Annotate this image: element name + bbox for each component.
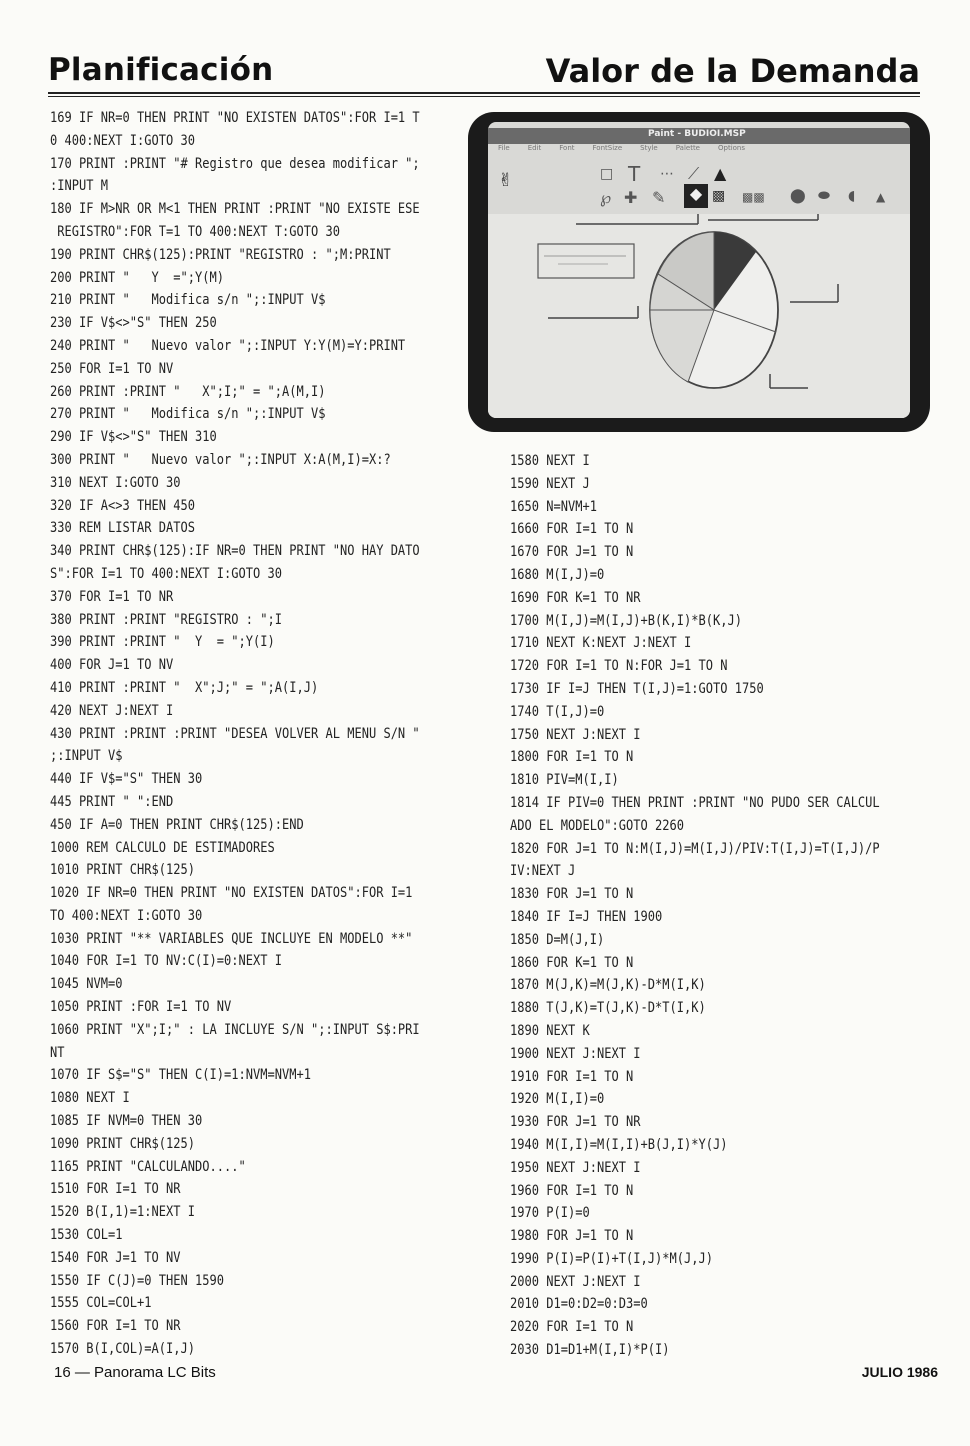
code-line: 1530 COL=1 (50, 1227, 123, 1244)
code-line: 2000 NEXT J:NEXT I (510, 1273, 641, 1290)
code-line: 1940 M(I,I)=M(I,I)+B(J,I)*Y(J) (510, 1136, 728, 1153)
code-line: NT (50, 1044, 65, 1061)
line-tool-icon: ⟋ (688, 164, 700, 183)
menu-item[interactable]: File (498, 144, 510, 152)
code-line: 1870 M(J,K)=M(J,K)-D*M(I,K) (510, 977, 706, 994)
code-line: 1555 COL=COL+1 (50, 1295, 152, 1312)
window-menubar (488, 144, 910, 156)
code-line: 340 PRINT CHR$(125):IF NR=0 THEN PRINT "NO HAY DATO (50, 543, 420, 560)
code-line: 1510 FOR I=1 TO NR (50, 1181, 181, 1198)
code-line: 440 IF V$="S" THEN 30 (50, 771, 203, 788)
code-listing-left (50, 107, 420, 1361)
code-line: 1540 FOR J=1 TO NV (50, 1249, 181, 1266)
window-title: Paint - BUDIOI.MSP (648, 129, 746, 139)
pie-chart (650, 232, 778, 388)
code-line: 1880 T(J,K)=T(J,K)-D*T(I,K) (510, 1000, 706, 1017)
code-line: 1520 B(I,1)=1:NEXT I (50, 1204, 195, 1221)
code-line: 445 PRINT " ":END (50, 793, 174, 810)
code-line: 260 PRINT :PRINT " X";I;" = ";A(M,I) (50, 383, 326, 400)
code-line: 1040 FOR I=1 TO NV:C(I)=0:NEXT I (50, 953, 282, 970)
code-line: 290 IF V$<>"S" THEN 310 (50, 429, 217, 446)
code-line: IV:NEXT J (510, 863, 576, 880)
menu-item[interactable]: Palette (675, 144, 700, 152)
code-line: 1690 FOR K=1 TO NR (510, 589, 641, 606)
circle-tool-icon: ⬤ (790, 188, 806, 204)
code-line: 1970 P(I)=0 (510, 1205, 590, 1222)
paint-canvas (488, 214, 910, 418)
code-line: 190 PRINT CHR$(125):PRINT "REGISTRO : ";M:PRINT (50, 246, 391, 263)
paint-window (488, 122, 910, 418)
code-line: 230 IF V$<>"S" THEN 250 (50, 315, 217, 332)
code-line: 1560 FOR I=1 TO NR (50, 1318, 181, 1335)
paint-can-icon: ▲ (714, 164, 727, 183)
code-line: 410 PRINT :PRINT " X";J;" = ";A(I,J) (50, 679, 319, 696)
code-line: 1090 PRINT CHR$(125) (50, 1135, 195, 1152)
code-line: 330 REM LISTAR DATOS (50, 520, 195, 537)
code-line: 1165 PRINT "CALCULANDO...." (50, 1158, 246, 1175)
code-line: 1000 REM CALCULO DE ESTIMADORES (50, 839, 275, 856)
code-line: 1900 NEXT J:NEXT I (510, 1045, 641, 1062)
menu-item[interactable]: FontSize (592, 144, 623, 152)
header-rule-thin (48, 96, 920, 97)
code-line: 1580 NEXT I (510, 453, 590, 469)
code-line: 1800 FOR I=1 TO N (510, 749, 634, 766)
issue-date: JULIO 1986 (861, 1364, 938, 1380)
code-line: 310 NEXT I:GOTO 30 (50, 474, 181, 491)
spray-icon: ▩ (712, 188, 726, 204)
header-rule (48, 92, 920, 94)
menu-item[interactable]: Style (640, 144, 658, 152)
code-line: 1010 PRINT CHR$(125) (50, 862, 195, 879)
code-line: 1990 P(I)=P(I)+T(I,J)*M(J,J) (510, 1250, 713, 1267)
code-line: 1960 FOR I=1 TO N (510, 1182, 634, 1199)
code-line: 1710 NEXT K:NEXT J:NEXT I (510, 635, 692, 652)
page-footer: 16 — Panorama LC Bits (54, 1364, 216, 1381)
menu-item[interactable]: Edit (527, 144, 542, 152)
code-line: 450 IF A=0 THEN PRINT CHR$(125):END (50, 816, 304, 833)
code-line: 1550 IF C(J)=0 THEN 1590 (50, 1272, 224, 1289)
code-line: 1670 FOR J=1 TO N (510, 544, 634, 561)
code-line: 1830 FOR J=1 TO N (510, 886, 634, 903)
menu-item[interactable]: Font (559, 144, 575, 152)
rect-tool-icon: ▩▩ (742, 190, 765, 204)
code-line: 210 PRINT " Modifica s/n ";:INPUT V$ (50, 292, 326, 309)
text-tool-icon: T (628, 162, 641, 186)
code-line: 380 PRINT :PRINT "REGISTRO : ";I (50, 611, 282, 628)
code-line: 1860 FOR K=1 TO N (510, 954, 634, 971)
code-line: ;:INPUT V$ (50, 748, 123, 765)
monitor-photo (468, 112, 930, 432)
code-line: 2020 FOR I=1 TO N (510, 1319, 634, 1336)
code-line: 320 IF A<>3 THEN 450 (50, 497, 195, 514)
code-line: 1570 B(I,COL)=A(I,J) (50, 1341, 195, 1358)
code-line: 1930 FOR J=1 TO NR (510, 1114, 641, 1131)
code-line: 1020 IF NR=0 THEN PRINT "NO EXISTEN DATOS":FOR I=1 (50, 885, 413, 902)
code-line: 1740 T(I,J)=0 (510, 703, 605, 720)
code-line: 1660 FOR I=1 TO N (510, 521, 634, 538)
code-line: 1980 FOR J=1 TO N (510, 1228, 634, 1245)
code-line: 1650 N=NVM+1 (510, 498, 597, 515)
code-line: 200 PRINT " Y =";Y(M) (50, 269, 224, 286)
code-listing-right (510, 450, 880, 1362)
code-line: S":FOR I=1 TO 400:NEXT I:GOTO 30 (50, 565, 282, 582)
code-line: 0 400:NEXT I:GOTO 30 (50, 132, 195, 149)
code-line: 1085 IF NVM=0 THEN 30 (50, 1113, 203, 1130)
code-line: 1030 PRINT "** VARIABLES QUE INCLUYE EN MODELO **" (50, 930, 413, 947)
code-line: 1810 PIV=M(I,I) (510, 772, 619, 789)
eraser-icon: ⋯ (660, 166, 674, 182)
code-line: 1750 NEXT J:NEXT I (510, 726, 641, 743)
code-line: 1045 NVM=0 (50, 976, 123, 993)
hand-cursor-icon: ✌ (498, 170, 514, 191)
code-line: 1814 IF PIV=0 THEN PRINT :PRINT "NO PUDO SER CALCUL (510, 794, 880, 811)
code-line: 420 NEXT J:NEXT I (50, 702, 174, 719)
fill-selected-icon: ◆ (684, 184, 708, 208)
code-line: 1050 PRINT :FOR I=1 TO NV (50, 999, 232, 1016)
code-line: 1720 FOR I=1 TO N:FOR J=1 TO N (510, 658, 728, 675)
toolbox (488, 160, 910, 212)
move-icon: ✚ (624, 188, 638, 207)
code-line: 400 FOR J=1 TO NV (50, 657, 174, 674)
code-line: 2030 D1=D1+M(I,I)*P(I) (510, 1342, 670, 1359)
code-line: 170 PRINT :PRINT "# Registro que desea modificar "; (50, 155, 420, 172)
code-line: 1070 IF S$="S" THEN C(I)=1:NVM=NVM+1 (50, 1067, 311, 1084)
code-line: 300 PRINT " Nuevo valor ";:INPUT X:A(M,I)=X:? (50, 451, 391, 468)
code-line: 370 FOR I=1 TO NR (50, 588, 174, 605)
code-line: 169 IF NR=0 THEN PRINT "NO EXISTEN DATOS":FOR I=1 T (50, 110, 420, 126)
code-line: 1060 PRINT "X";I;" : LA INCLUYE S/N ";:INPUT S$:PRI (50, 1021, 420, 1038)
code-line: 1730 IF I=J THEN T(I,J)=1:GOTO 1750 (510, 680, 764, 697)
code-line: TO 400:NEXT I:GOTO 30 (50, 907, 203, 924)
code-line: 1080 NEXT I (50, 1090, 130, 1107)
window-titlebar (488, 128, 910, 144)
code-line: REGISTRO":FOR T=1 TO 400:NEXT T:GOTO 30 (50, 223, 340, 240)
code-line: 430 PRINT :PRINT :PRINT "DESEA VOLVER AL MENU S/N " (50, 725, 420, 742)
code-line: 1680 M(I,J)=0 (510, 566, 605, 583)
code-line: 390 PRINT :PRINT " Y = ";Y(I) (50, 634, 275, 651)
section-title: Planificación (48, 52, 274, 88)
code-line: 270 PRINT " Modifica s/n ";:INPUT V$ (50, 406, 326, 423)
pencil-icon: ✎ (652, 188, 666, 207)
lasso-icon: ℘ (600, 188, 612, 207)
code-line: 1840 IF I=J THEN 1900 (510, 908, 663, 925)
code-line: 240 PRINT " Nuevo valor ";:INPUT Y:Y(M)=Y:PRINT (50, 337, 406, 354)
oval-tool-icon: ⬬ (818, 188, 830, 204)
code-line: 1910 FOR I=1 TO N (510, 1068, 634, 1085)
code-line: 1700 M(I,J)=M(I,J)+B(K,I)*B(K,J) (510, 612, 742, 629)
code-line: :INPUT M (50, 178, 108, 195)
code-line: ADO EL MODELO":GOTO 2260 (510, 817, 684, 834)
article-title: Valor de la Demanda (545, 52, 920, 90)
code-line: 1850 D=M(J,I) (510, 931, 605, 948)
code-line: 1950 NEXT J:NEXT I (510, 1159, 641, 1176)
triangle-icon: ▲ (876, 190, 886, 204)
code-line: 1890 NEXT K (510, 1022, 590, 1039)
code-line: 1920 M(I,I)=0 (510, 1091, 605, 1108)
code-line: 180 IF M>NR OR M<1 THEN PRINT :PRINT "NO EXISTE ESE (50, 201, 420, 218)
code-line: 1590 NEXT J (510, 475, 590, 492)
code-line: 250 FOR I=1 TO NV (50, 360, 174, 377)
code-line: 2010 D1=0:D2=0:D3=0 (510, 1296, 648, 1313)
arc-tool-icon: ◖ (848, 188, 856, 204)
selection-icon: □ (600, 166, 614, 182)
code-line: 1820 FOR J=1 TO N:M(I,J)=M(I,J)/PIV:T(I,J)=T(I,J)/P (510, 840, 880, 857)
menu-item[interactable]: Options (718, 144, 746, 152)
